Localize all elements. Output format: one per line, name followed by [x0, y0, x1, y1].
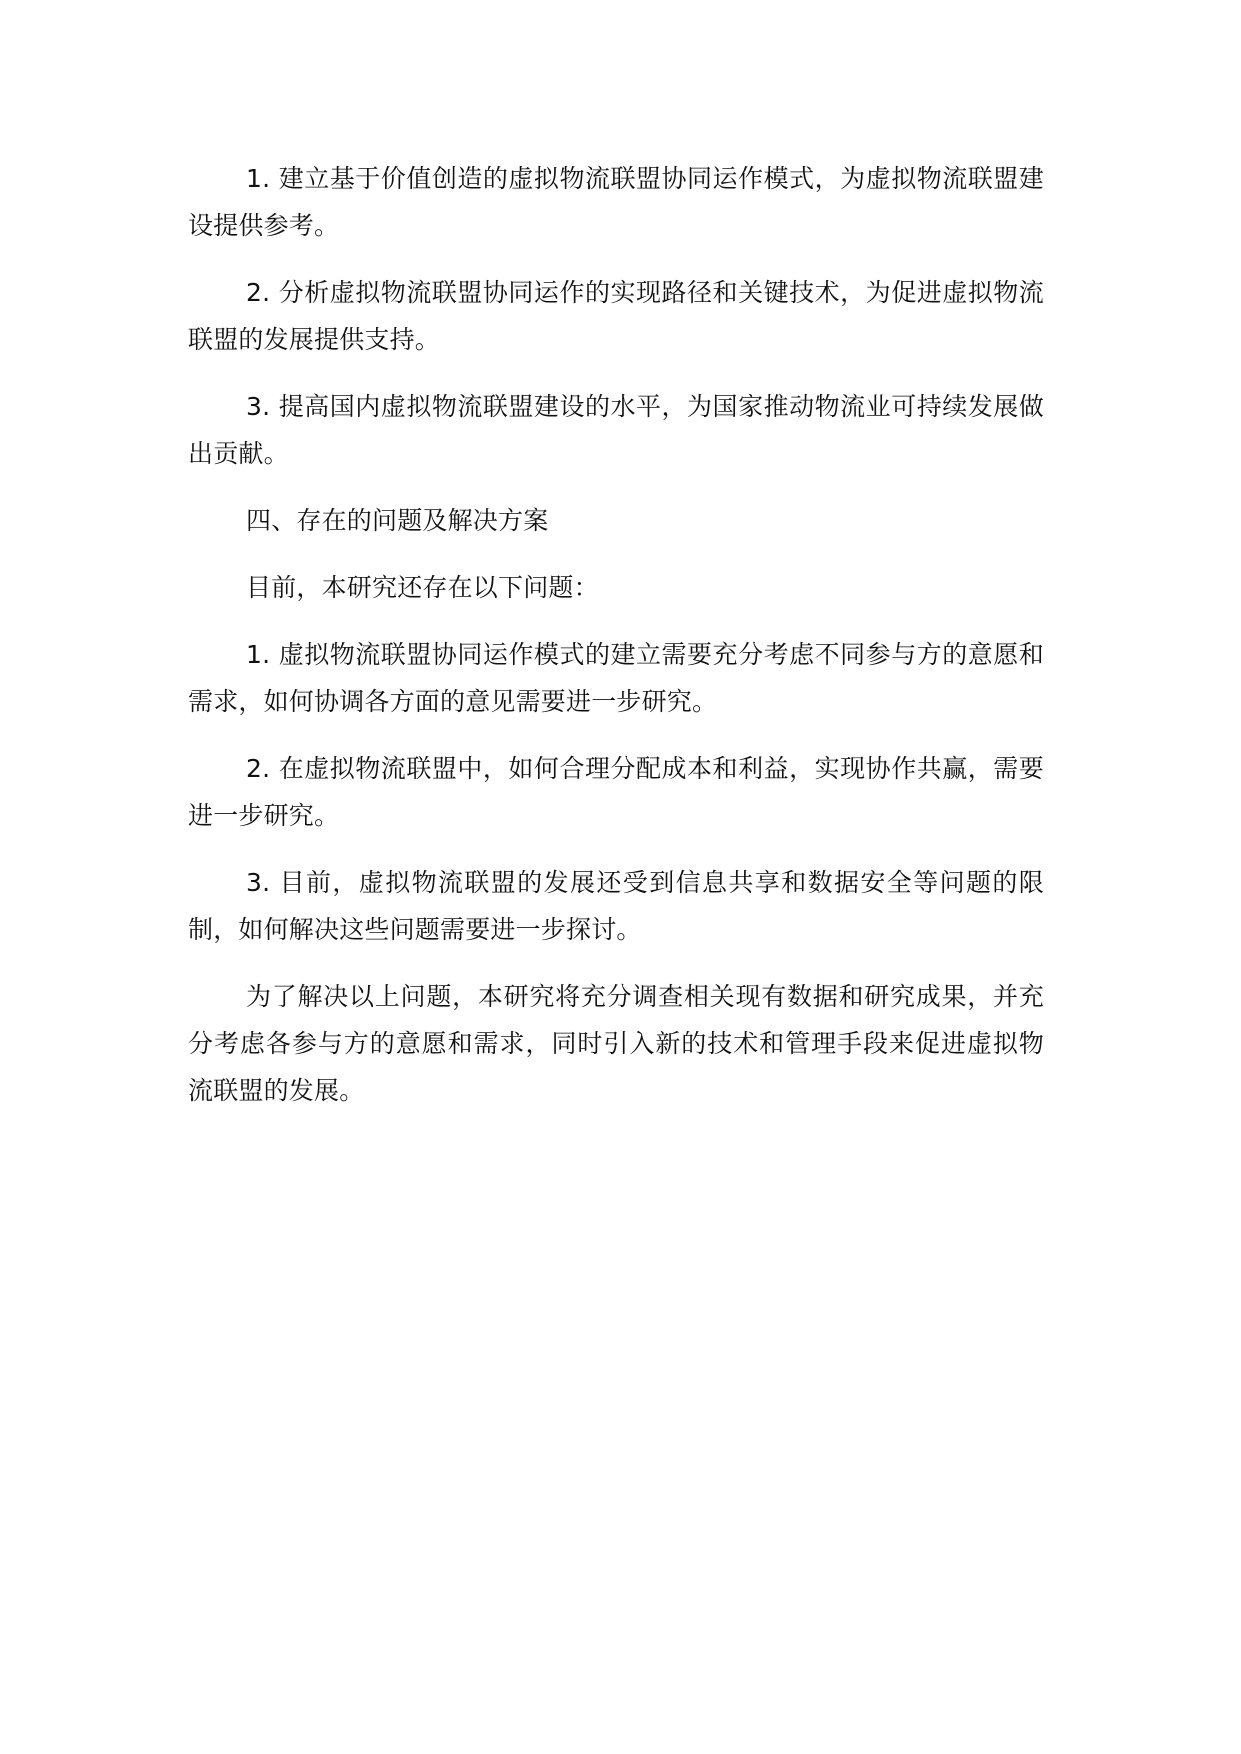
problem-item-2: 2. 在虚拟物流联盟中，如何合理分配成本和利益，实现协作共赢，需要进一步研究。 — [188, 754, 1044, 830]
document-body — [188, 155, 1044, 1134]
section-heading-problems: 四、存在的问题及解决方案 — [246, 506, 549, 535]
goal-item-2: 2. 分析虚拟物流联盟协同运作的实现路径和关键技术，为促进虚拟物流联盟的发展提供支持。 — [188, 278, 1044, 354]
problems-intro: 目前，本研究还存在以下问题： — [246, 573, 599, 602]
goal-item-1: 1. 建立基于价值创造的虚拟物流联盟协同运作模式，为虚拟物流联盟建设提供参考。 — [188, 164, 1044, 240]
problem-item-3: 3. 目前，虚拟物流联盟的发展还受到信息共享和数据安全等问题的限制，如何解决这些问题需要进一步探讨。 — [188, 868, 1044, 944]
problem-item-1: 1. 虚拟物流联盟协同运作模式的建立需要充分考虑不同参与方的意愿和需求，如何协调各方面的意见需要进一步研究。 — [188, 640, 1044, 716]
goal-item-3: 3. 提高国内虚拟物流联盟建设的水平，为国家推动物流业可持续发展做出贡献。 — [188, 392, 1044, 468]
solution-paragraph: 为了解决以上问题，本研究将充分调查相关现有数据和研究成果，并充分考虑各参与方的意愿和需求，同时引入新的技术和管理手段来促进虚拟物流联盟的发展。 — [188, 982, 1044, 1105]
